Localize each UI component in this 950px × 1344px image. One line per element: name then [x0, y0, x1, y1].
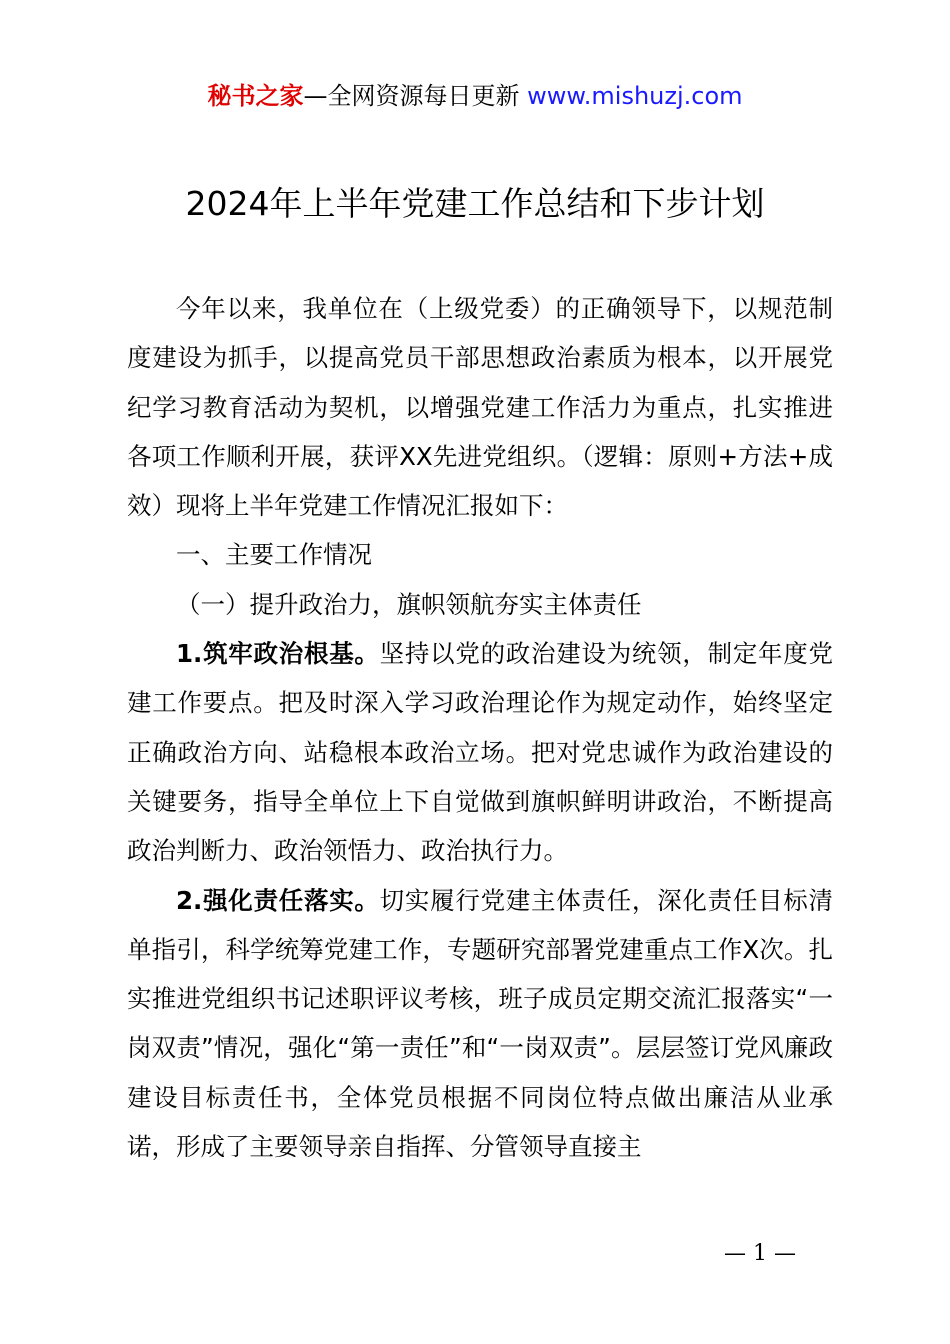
site-url-link[interactable]: www.mishuzj.com	[527, 82, 743, 110]
document-body	[127, 284, 833, 1171]
item-paragraph-2	[127, 876, 833, 1172]
item-2-text: 切实履行党建主体责任，深化责任目标清单指引，科学统筹党建工作，专题研究部署党建重点工作X次。扎实推进党组织书记述职评议考核，班子成员定期交流汇报落实“一岗双责”情况，强化“第一责任”和“一岗双责”。层层签订党风廉政建设目标责任书，全体党员根据不同岗位特点做出廉洁从业承诺，形成了主要领导亲自指挥、分管领导直接主	[127, 885, 834, 1162]
page-number: — 1 —	[724, 1241, 796, 1266]
document-title: 2024年上半年党建工作总结和下步计划	[185, 184, 765, 223]
brand-name: 秘书之家	[207, 82, 304, 110]
item-1-lead: 1.筑牢政治根基。	[176, 639, 380, 669]
site-header	[0, 80, 950, 112]
item-1-text: 坚持以党的政治建设为统领，制定年度党建工作要点。把及时深入学习政治理论作为规定动作，始终坚定正确政治方向、站稳根本政治立场。把对党忠诚作为政治建设的关键要务，指导全单位上下自觉做到旗帜鲜明讲政治，不断提高政治判断力、政治领悟力、政治执行力。	[127, 639, 834, 866]
intro-paragraph: 今年以来，我单位在（上级党委）的正确领导下，以规范制度建设为抓手，以提高党员干部思想政治素质为根本，以开展党纪学习教育活动为契机，以增强党建工作活力为重点，扎实推进各项工作顺利开展，获评XX先进党组织。（逻辑：原则+方法+成效）现将上半年党建工作情况汇报如下：	[127, 294, 833, 521]
section-heading: 一、主要工作情况	[176, 540, 372, 570]
subsection-heading: （一）提升政治力，旗帜领航夯实主体责任	[176, 589, 642, 619]
header-tagline: —全网资源每日更新	[303, 82, 528, 110]
item-2-lead: 2.强化责任落实。	[176, 885, 380, 915]
item-paragraph-1	[127, 629, 833, 875]
